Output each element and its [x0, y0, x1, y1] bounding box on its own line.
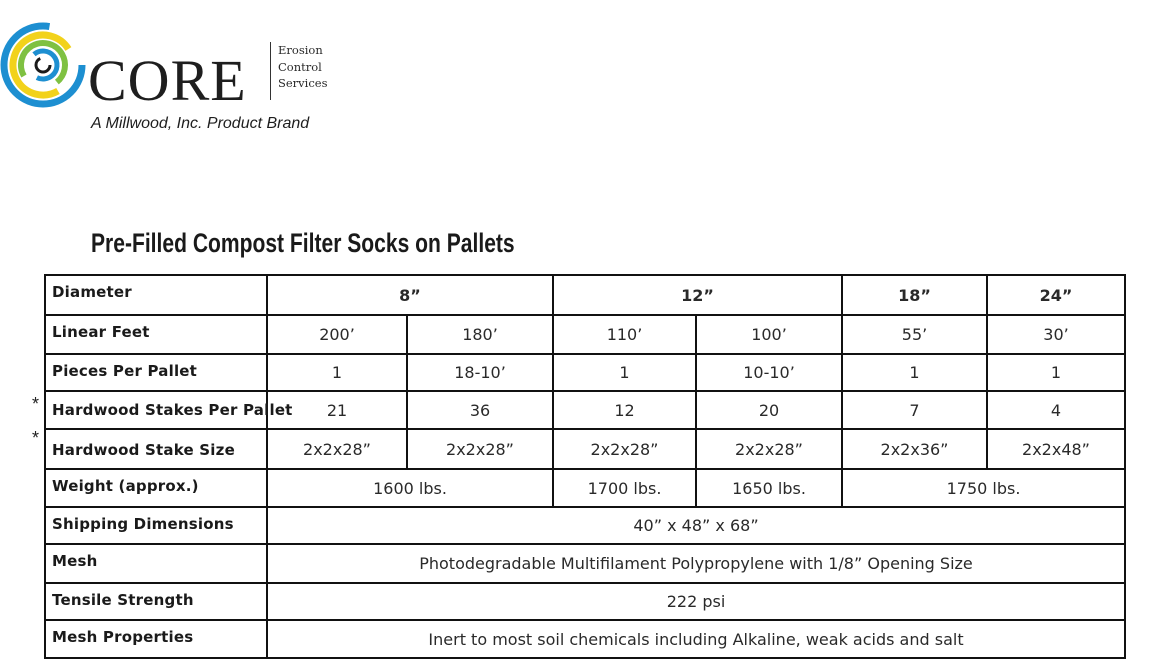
- table-row: [45, 354, 1125, 391]
- table-cell: 2x2x28”: [696, 429, 842, 469]
- table-cell: 1: [987, 354, 1125, 391]
- table-cell: 1: [267, 354, 407, 391]
- table-row: [45, 315, 1125, 354]
- table-cell: 222 psi: [267, 583, 1125, 620]
- footnote-asterisk: *: [32, 428, 40, 448]
- table-cell: 100’: [696, 315, 842, 354]
- row-label: Linear Feet: [45, 315, 267, 354]
- table-row: [45, 391, 1125, 429]
- table-cell: 110’: [553, 315, 696, 354]
- table-cell: 2x2x28”: [553, 429, 696, 469]
- table-cell: 2x2x28”: [267, 429, 407, 469]
- table-cell: 18-10’: [407, 354, 553, 391]
- table-cell: 2x2x28”: [407, 429, 553, 469]
- table-cell: 12”: [553, 275, 842, 315]
- table-cell: 7: [842, 391, 987, 429]
- swirl-logo-icon: [0, 22, 86, 108]
- services-line: Services: [278, 76, 328, 90]
- services-line: Control: [278, 59, 322, 74]
- table-cell: 1: [842, 354, 987, 391]
- table-cell: 10-10’: [696, 354, 842, 391]
- table-cell: 20: [696, 391, 842, 429]
- row-label: Diameter: [45, 275, 267, 315]
- table-cell: 40” x 48” x 68”: [267, 507, 1125, 544]
- table-row: [45, 275, 1125, 315]
- table-cell: 55’: [842, 315, 987, 354]
- row-label: Tensile Strength: [45, 583, 267, 620]
- brand-tagline: A Millwood, Inc. Product Brand: [91, 115, 310, 132]
- table-cell: 18”: [842, 275, 987, 315]
- brand-divider: [270, 42, 271, 100]
- table-cell: 2x2x48”: [987, 429, 1125, 469]
- table-row: [45, 507, 1125, 544]
- brand-logo: [0, 20, 340, 132]
- row-label: Hardwood Stake Size: [45, 429, 267, 469]
- table-cell: 24”: [987, 275, 1125, 315]
- footnote-asterisk: *: [32, 394, 40, 414]
- row-label: Shipping Dimensions: [45, 507, 267, 544]
- spec-table: [44, 274, 1126, 659]
- table-cell: 30’: [987, 315, 1125, 354]
- table-cell: 4: [987, 391, 1125, 429]
- table-cell: 12: [553, 391, 696, 429]
- row-label: Hardwood Stakes Per Pallet: [45, 391, 267, 429]
- table-cell: 2x2x36”: [842, 429, 987, 469]
- table-cell: 21: [267, 391, 407, 429]
- table-cell: 1700 lbs.: [553, 469, 696, 507]
- table-cell: 8”: [267, 275, 553, 315]
- table-cell: Inert to most soil chemicals including Alkaline, weak acids and salt: [267, 620, 1125, 658]
- table-cell: 200’: [267, 315, 407, 354]
- table-cell: 1: [553, 354, 696, 391]
- table-cell: 1650 lbs.: [696, 469, 842, 507]
- table-row: [45, 620, 1125, 658]
- table-row: [45, 429, 1125, 469]
- page-title: Pre-Filled Compost Filter Socks on Pallets: [91, 228, 515, 258]
- brand-services: [278, 42, 328, 92]
- table-cell: 1600 lbs.: [267, 469, 553, 507]
- table-cell: 1750 lbs.: [842, 469, 1125, 507]
- row-label: Pieces Per Pallet: [45, 354, 267, 391]
- table-row: [45, 544, 1125, 583]
- row-label: Mesh: [45, 544, 267, 583]
- row-label: Mesh Properties: [45, 620, 267, 658]
- brand-name: CORE: [88, 48, 247, 113]
- table-cell: Photodegradable Multifilament Polypropylene with 1/8” Opening Size: [267, 544, 1125, 583]
- table-cell: 36: [407, 391, 553, 429]
- services-line: Erosion: [278, 43, 323, 57]
- table-row: [45, 469, 1125, 507]
- table-cell: 180’: [407, 315, 553, 354]
- row-label: Weight (approx.): [45, 469, 267, 507]
- table-row: [45, 583, 1125, 620]
